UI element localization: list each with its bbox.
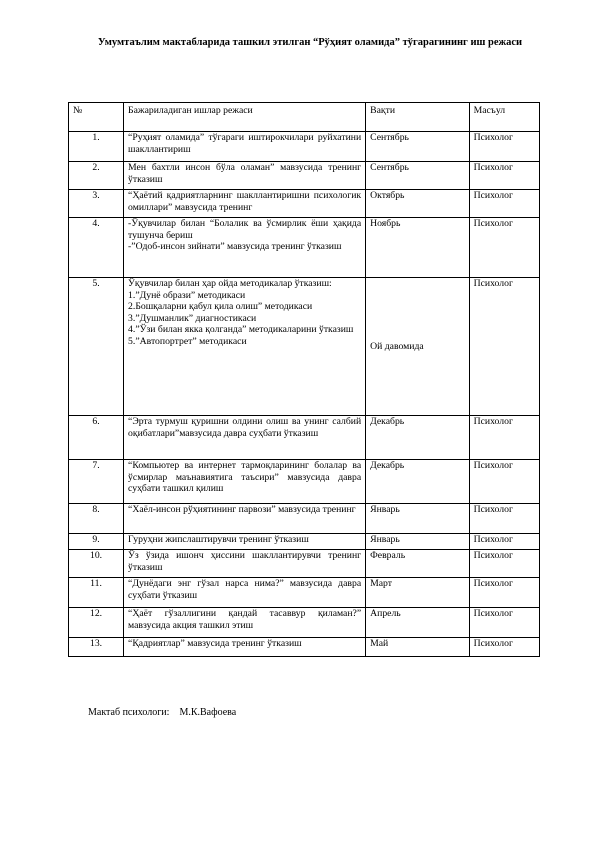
task-line: “Хаёл-инсон рўҳиятининг парвози” мавзусида тренинг xyxy=(128,504,356,515)
table-row xyxy=(69,218,540,278)
row-responsible: Психолог xyxy=(469,132,539,162)
row-time: Сентябрь xyxy=(366,162,469,190)
table-row xyxy=(69,162,540,190)
table-row xyxy=(69,578,540,608)
row-time: Май xyxy=(366,638,469,657)
signature-line xyxy=(88,707,236,718)
task-line: 5.”Автопортрет” методикаси xyxy=(128,335,247,347)
row-responsible: Психолог xyxy=(469,550,539,578)
row-task xyxy=(124,638,366,657)
row-task xyxy=(124,132,366,162)
task-line: -”Одоб-инсон зийнати” мавзусида тренинг ўтказиш xyxy=(128,241,342,253)
row-task xyxy=(124,162,366,190)
table-row xyxy=(69,460,540,504)
row-time: Декабрь xyxy=(366,460,469,504)
row-time: Ой давомида xyxy=(366,278,469,416)
table-row xyxy=(69,608,540,638)
row-task xyxy=(124,578,366,608)
header-time: Вақти xyxy=(366,103,469,132)
row-number: 7. xyxy=(69,460,124,504)
row-number: 1. xyxy=(69,132,124,162)
row-time: Февраль xyxy=(366,550,469,578)
row-task xyxy=(124,460,366,504)
row-task xyxy=(124,416,366,460)
row-number: 10. xyxy=(69,550,124,578)
header-responsible: Масъул xyxy=(469,103,539,132)
table-row xyxy=(69,550,540,578)
row-number: 5. xyxy=(69,278,124,416)
task-line: Гуруҳни жипслаштирувчи тренинг ўтказиш xyxy=(128,534,309,545)
row-task xyxy=(124,278,366,416)
row-number: 6. xyxy=(69,416,124,460)
task-line: “Қадриятлар” мавзусида тренинг ўтказиш xyxy=(128,638,302,649)
task-line: -Ўқувчилар билан “Болалик ва ўсмирлик ёши ҳақида тушунча бериш xyxy=(128,218,362,241)
table-row xyxy=(69,638,540,657)
task-line: 1.”Дунё образи” методикаси xyxy=(128,289,246,301)
row-responsible: Психолог xyxy=(469,190,539,218)
task-line: Мен бахтли инсон бўла оламан” мавзусида тренинг ўтказиш xyxy=(128,162,362,185)
row-responsible: Психолог xyxy=(469,638,539,657)
header-number: № xyxy=(69,103,124,132)
task-line: “Эрта турмуш қуришни олдини олиш ва унинг салбий оқибатлари”мавзусида давра суҳбати ўтказиш xyxy=(128,416,362,439)
table-header-row xyxy=(69,103,540,132)
row-time: Ноябрь xyxy=(366,218,469,278)
row-time: Декабрь xyxy=(366,416,469,460)
table-row xyxy=(69,190,540,218)
row-responsible: Психолог xyxy=(469,162,539,190)
table-row xyxy=(69,416,540,460)
row-responsible: Психолог xyxy=(469,608,539,638)
row-time: Сентябрь xyxy=(366,132,469,162)
row-time: Январь xyxy=(366,504,469,534)
row-time: Январь xyxy=(366,534,469,550)
row-time: Апрель xyxy=(366,608,469,638)
row-time: Март xyxy=(366,578,469,608)
row-task xyxy=(124,550,366,578)
row-number: 13. xyxy=(69,638,124,657)
row-responsible: Психолог xyxy=(469,534,539,550)
task-line: Ўз ўзида ишонч ҳиссини шакллантирувчи тренинг ўтказиш xyxy=(128,550,362,573)
row-responsible: Психолог xyxy=(469,278,539,416)
signer-role: Мактаб психологи: xyxy=(88,707,170,718)
task-line: 2.Бошқаларни қабул қила олиш” методикаси xyxy=(128,301,313,313)
document-title: Умумтаълим мактабларида ташкил этилган “Рўҳият оламида” тўгарагининг иш режаси xyxy=(97,37,523,48)
row-task xyxy=(124,534,366,550)
table-row xyxy=(69,132,540,162)
task-line: Ўқувчилар билан ҳар ойда методикалар ўтказиш: xyxy=(128,278,332,289)
row-responsible: Психолог xyxy=(469,460,539,504)
row-task xyxy=(124,504,366,534)
row-time: Октябрь xyxy=(366,190,469,218)
table-row xyxy=(69,504,540,534)
row-responsible: Психолог xyxy=(469,578,539,608)
row-number: 3. xyxy=(69,190,124,218)
task-line: 4.”Ўзи билан якка қолганда” методикаларини ўтказиш xyxy=(128,324,354,336)
table-row xyxy=(69,278,540,416)
header-tasks: Бажариладиган ишлар режаси xyxy=(124,103,366,132)
table-row xyxy=(69,534,540,550)
row-number: 8. xyxy=(69,504,124,534)
task-line: “Компьютер ва интернет тармоқларининг болалар ва ўсмирлар маънавиятига таъсири” мавзусида давра суҳбати ташкил қилиш xyxy=(128,460,362,495)
row-task xyxy=(124,608,366,638)
row-task xyxy=(124,218,366,278)
row-responsible: Психолог xyxy=(469,218,539,278)
task-line: “Дунёдаги энг гўзал нарса нима?” мавзусида давра суҳбати ўтказиш xyxy=(128,578,362,601)
signer-name: М.К.Вафоева xyxy=(179,707,237,718)
row-responsible: Психолог xyxy=(469,504,539,534)
row-number: 4. xyxy=(69,218,124,278)
task-line: “Руҳият оламида” тўгараги иштирокчилари руйхатини шакллантириш xyxy=(128,132,362,155)
task-line: 3.”Душманлик” диагностикаси xyxy=(128,312,257,324)
row-number: 12. xyxy=(69,608,124,638)
row-responsible: Психолог xyxy=(469,416,539,460)
row-number: 9. xyxy=(69,534,124,550)
task-line: “Ҳаётий қадриятларнинг шакллантиришни психологик омиллари” мавзусида тренинг xyxy=(128,190,362,213)
row-task xyxy=(124,190,366,218)
row-number: 11. xyxy=(69,578,124,608)
work-plan-table xyxy=(68,102,540,657)
row-number: 2. xyxy=(69,162,124,190)
task-line: “Ҳаёт гўзаллигини қандай тасаввур қиламан?” мавзусида акция ташкил этиш xyxy=(128,608,362,631)
